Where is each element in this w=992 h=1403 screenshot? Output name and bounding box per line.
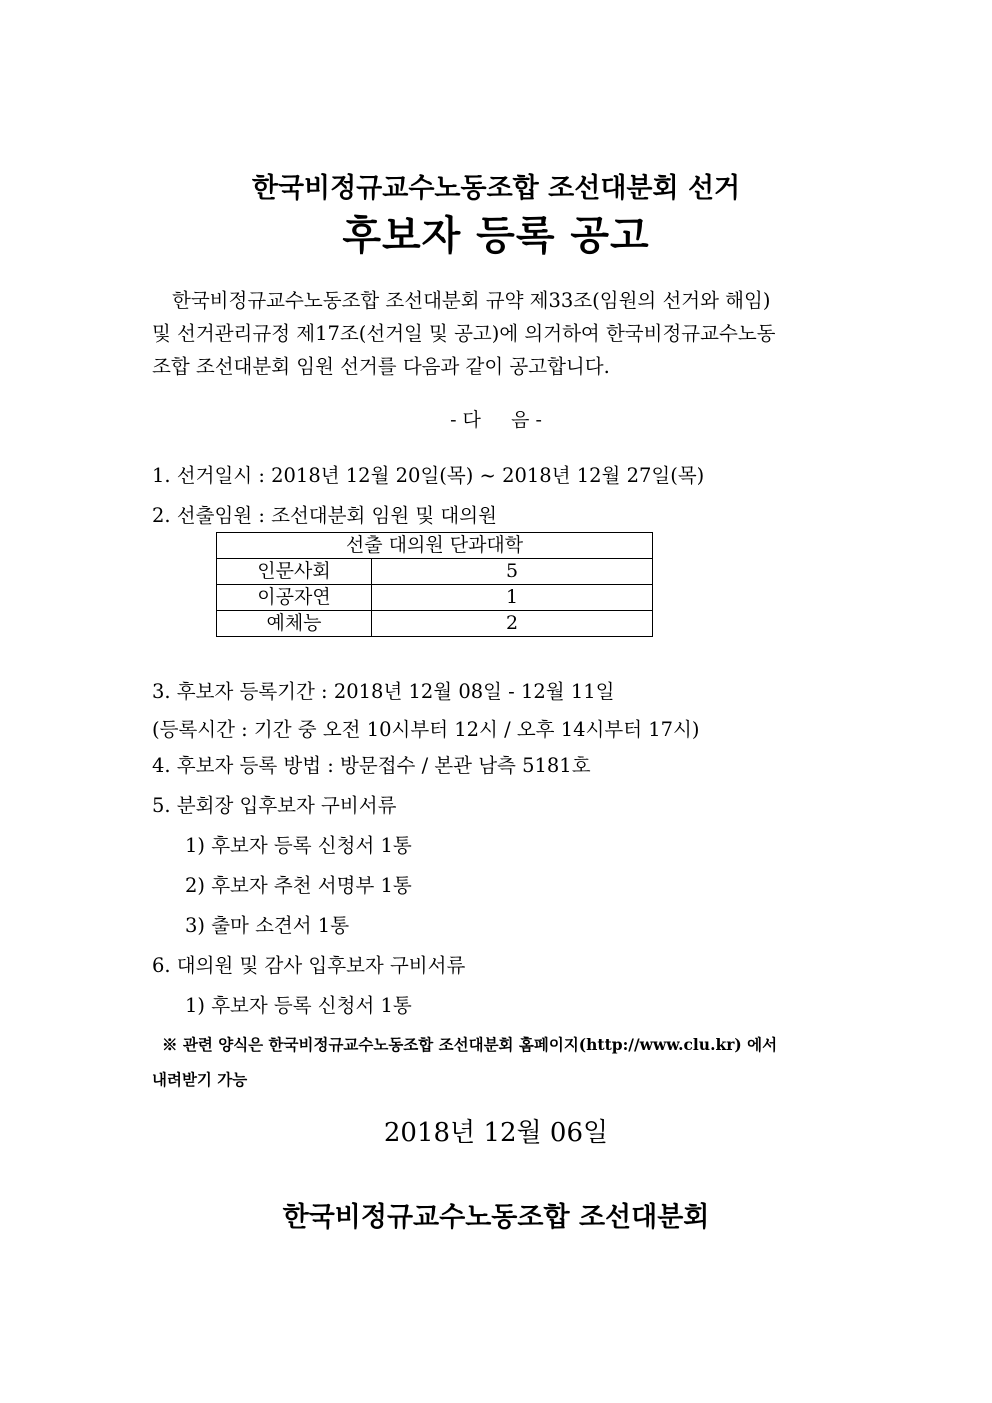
sub-item: 2) 후보자 추천 서명부 1통 bbox=[185, 874, 412, 897]
table-row bbox=[217, 611, 653, 637]
notice-date: 2018년 12월 06일 bbox=[383, 1118, 609, 1148]
item-registration-period: 3. 후보자 등록기간 : 2018년 12월 08일 - 12월 11일 bbox=[152, 680, 615, 703]
table-header: 선출 대의원 단과대학 bbox=[217, 533, 653, 559]
sub-item: 1) 후보자 등록 신청서 1통 bbox=[185, 834, 412, 857]
page-title: 후보자 등록 공고 bbox=[342, 213, 650, 259]
sub-item: 1) 후보자 등록 신청서 1통 bbox=[185, 994, 412, 1017]
table-cell-count: 1 bbox=[372, 585, 653, 611]
organization-name: 한국비정규교수노동조합 조선대분회 bbox=[282, 1202, 710, 1233]
item-delegate-documents: 6. 대의원 및 감사 입후보자 구비서류 bbox=[152, 954, 466, 977]
intro-line3: 조합 조선대분회 임원 선거를 다음과 같이 공고합니다. bbox=[152, 355, 610, 378]
table-cell-college: 이공자연 bbox=[217, 585, 372, 611]
table-cell-college: 인문사회 bbox=[217, 559, 372, 585]
table-cell-count: 2 bbox=[372, 611, 653, 637]
sub-item: 3) 출마 소견서 1통 bbox=[185, 914, 350, 937]
delegate-table bbox=[216, 532, 653, 637]
item-election-date: 1. 선거일시 : 2018년 12월 20일(목) ~ 2018년 12월 27일(목) bbox=[152, 464, 705, 487]
table-row bbox=[217, 585, 653, 611]
table-row bbox=[217, 559, 653, 585]
title-line1: 한국비정규교수노동조합 조선대분회 선거 bbox=[251, 173, 741, 204]
table-cell-count: 5 bbox=[372, 559, 653, 585]
table-cell-college: 예체능 bbox=[217, 611, 372, 637]
item-elected-officers: 2. 선출임원 : 조선대분회 임원 및 대의원 bbox=[152, 504, 497, 527]
intro-line1: 한국비정규교수노동조합 조선대분회 규약 제33조(임원의 선거와 해임) bbox=[172, 289, 771, 312]
item-registration-hours: (등록시간 : 기간 중 오전 10시부터 12시 / 오후 14시부터 17시) bbox=[152, 718, 700, 741]
item-branch-head-documents: 5. 분회장 입후보자 구비서류 bbox=[152, 794, 397, 817]
intro-line2: 및 선거관리규정 제17조(선거일 및 공고)에 의거하여 한국비정규교수노동 bbox=[152, 322, 776, 345]
note-line1: ※ 관련 양식은 한국비정규교수노동조합 조선대분회 홈페이지(http://www.clu.kr) 에서 bbox=[162, 1035, 778, 1054]
item-registration-method: 4. 후보자 등록 방법 : 방문접수 / 본관 남측 5181호 bbox=[152, 754, 591, 777]
separator: - 다 음 - bbox=[450, 409, 542, 431]
note-line2: 내려받기 가능 bbox=[152, 1070, 248, 1089]
